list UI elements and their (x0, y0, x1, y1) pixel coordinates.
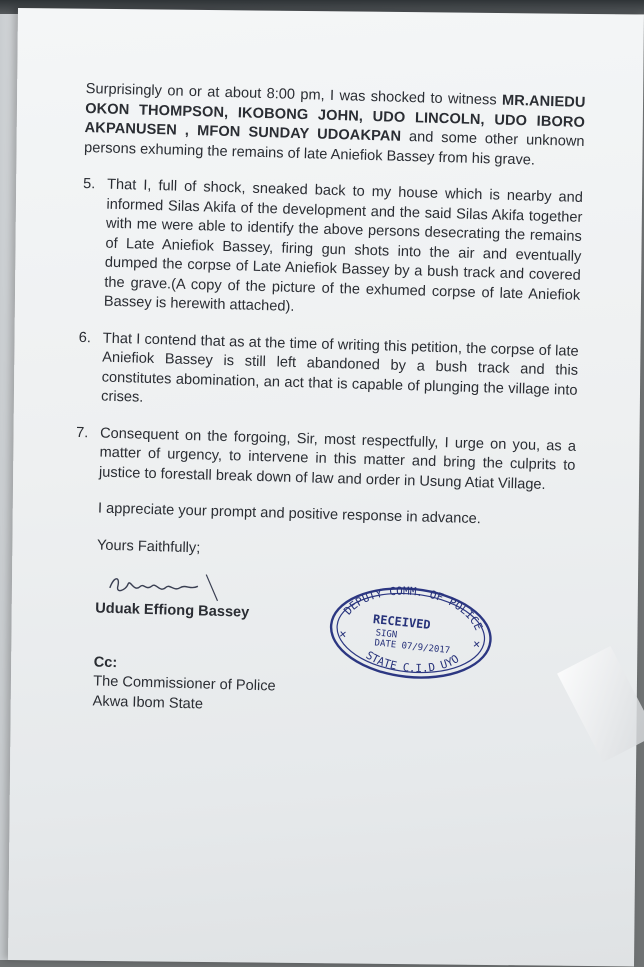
intro-text-end: and some other unknown persons exhuming the remains of late Aniefiok Bassey from his grave. (83, 129, 585, 169)
received-stamp (321, 574, 500, 687)
intro-text-start: Surprisingly on or at about 8:00 pm, I was shocked to witness (85, 80, 497, 109)
list-item (77, 328, 579, 420)
stamp-sign-text: SIGN (375, 628, 398, 641)
list-item (80, 175, 584, 325)
item-number: 5. (82, 175, 96, 193)
folded-corner (557, 646, 644, 762)
item-text: That I, full of shock, sneaked back to my house which is nearby and informed Silas Akifa of the development and the said Silas Akifa together with me were able to identify the above persons desecrating the remains of Late Aniefiok Bassey, firing gun shots into the air and eventually dumped the corpse of Late Aniefiok Bassey by a bush track and covered the grave.(A copy of the picture of the exhumed corpse of late Aniefiok Bassey is herewith attached). (103, 176, 584, 315)
intro-paragraph (84, 80, 586, 172)
stamp-date-text: DATE 07/9/2017 (373, 638, 451, 657)
svg-text:×: × (472, 636, 481, 652)
stamp-bottom-text: STATE C.I.D UYO (363, 648, 462, 675)
svg-text:×: × (338, 626, 348, 642)
closing-line: Yours Faithfully; (96, 536, 201, 556)
item-number: 6. (78, 329, 92, 346)
stamp-received-text: RECEIVED (372, 612, 432, 632)
item-text: Consequent on the forgoing, Sir, most respectfully, I urge on you, as a matter of urgency, to intervene in this matter and bring the culprits to justice to forestall break down of law and order in Usung Atiat Village. (98, 425, 577, 493)
signer-name: Uduak Effiong Bassey (95, 600, 250, 621)
cc-recipient-state: Akwa Ibom State (92, 692, 204, 713)
stamp-top-text: DEPUTY COMM. OF POLICE (341, 584, 486, 633)
item-number: 7. (75, 424, 89, 441)
list-item (75, 423, 576, 495)
appreciation-line: I appreciate your prompt and positive response in advance. (97, 500, 482, 528)
cc-label: Cc: (93, 653, 118, 671)
cc-recipient: The Commissioner of Police (92, 673, 276, 695)
item-text: That I contend that as at the time of writing this petition, the corpse of late Aniefiok Bassey is still left abandoned by a bush track and this constitutes abomination, an act that is capable of plunging the village into crises. (100, 330, 579, 406)
accused-names: MR.ANIEDU OKON THOMPSON, IKOBONG JOHN, UDO LINCOLN, UDO IBORO AKPANUSEN , MFON SUNDAY UDOAKPAN (84, 92, 586, 145)
